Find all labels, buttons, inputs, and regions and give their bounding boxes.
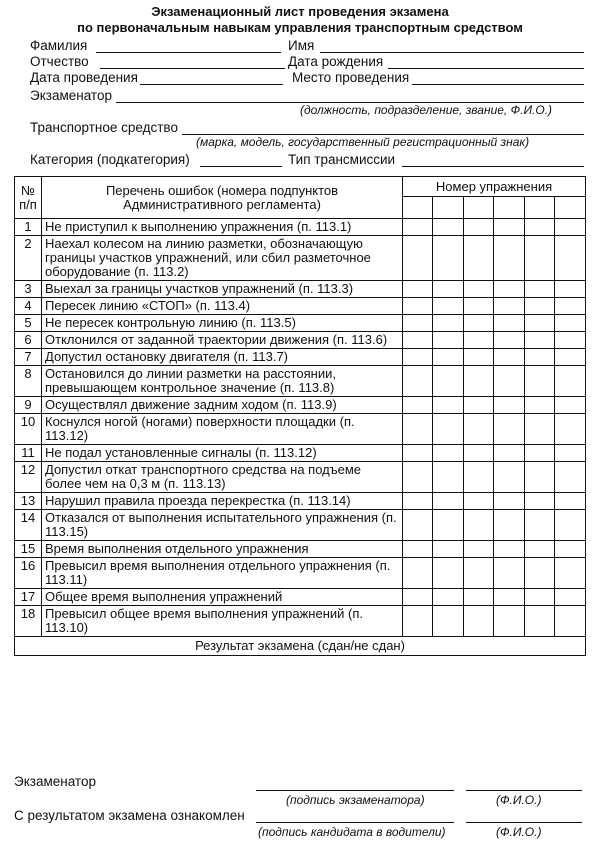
candidate-fio-hint: (Ф.И.О.) (496, 825, 542, 839)
transmission-label: Тип трансмиссии (288, 152, 396, 167)
error-description: Выехал за границы участков упражнений (п. 113.3) (42, 281, 403, 298)
error-description: Превысил время выполнения отдельного упражнения (п. 113.11) (42, 558, 403, 589)
exercise-mark-cell[interactable] (525, 315, 555, 332)
table-row (15, 219, 586, 236)
exercise-mark-cell[interactable] (555, 397, 586, 414)
exercise-mark-cell[interactable] (555, 315, 586, 332)
error-description: Допустил остановку двигателя (п. 113.7) (42, 349, 403, 366)
exercise-mark-cell[interactable] (403, 281, 433, 298)
error-description: Остановился до линии разметки на расстоянии, превышающем контрольное значение (п. 113.8) (42, 366, 403, 397)
examiner-signature-field[interactable] (256, 790, 454, 791)
exam-place-label: Место проведения (292, 70, 410, 85)
exercise-mark-cell[interactable] (525, 298, 555, 315)
table-row (15, 298, 586, 315)
exercise-mark-cell[interactable] (555, 462, 586, 493)
exercise-mark-cell[interactable] (525, 349, 555, 366)
exercise-mark-cell[interactable] (464, 349, 494, 366)
exercise-mark-cell[interactable] (464, 445, 494, 462)
exam-result-cell[interactable]: Результат экзамена (сдан/не сдан) (15, 637, 586, 656)
category-field[interactable] (200, 166, 282, 167)
exercise-mark-cell[interactable] (525, 510, 555, 541)
exercise-mark-cell[interactable] (494, 298, 525, 315)
row-number: 1 (15, 219, 42, 236)
examiner-signature-label: Экзаменатор (14, 774, 96, 789)
birth-date-field[interactable] (388, 68, 584, 69)
exercise-mark-cell[interactable] (403, 606, 433, 637)
exercise-mark-cell[interactable] (464, 397, 494, 414)
exercise-mark-cell[interactable] (494, 462, 525, 493)
exam-date-label: Дата проведения (30, 70, 138, 85)
exercise-mark-cell[interactable] (525, 414, 555, 445)
candidate-ack-label: С результатом экзамена ознакомлен (14, 808, 245, 823)
error-description: Общее время выполнения упражнений (42, 589, 403, 606)
exercise-mark-cell[interactable] (464, 332, 494, 349)
row-number: 15 (15, 541, 42, 558)
exercise-mark-cell[interactable] (403, 298, 433, 315)
exercise-mark-cell[interactable] (433, 236, 464, 281)
table-row (15, 510, 586, 541)
exercise-mark-cell[interactable] (525, 493, 555, 510)
exercise-number-cell[interactable] (433, 197, 464, 219)
exercise-mark-cell[interactable] (433, 510, 464, 541)
exercise-mark-cell[interactable] (464, 366, 494, 397)
exercise-mark-cell[interactable] (433, 445, 464, 462)
error-description: Отказался от выполнения испытательного упражнения (п. 113.15) (42, 510, 403, 541)
exercise-mark-cell[interactable] (433, 332, 464, 349)
exercise-mark-cell[interactable] (464, 414, 494, 445)
table-row (15, 349, 586, 366)
surname-field[interactable] (96, 52, 281, 53)
examiner-fio-hint: (Ф.И.О.) (496, 793, 542, 807)
table-header-row (15, 177, 586, 197)
exercise-number-cell[interactable] (555, 197, 586, 219)
exercise-mark-cell[interactable] (525, 445, 555, 462)
row-number: 7 (15, 349, 42, 366)
row-number: 5 (15, 315, 42, 332)
exercise-mark-cell[interactable] (555, 219, 586, 236)
row-number: 16 (15, 558, 42, 589)
patronymic-field[interactable] (100, 68, 285, 69)
patronymic-label: Отчество (30, 54, 89, 69)
exercise-mark-cell[interactable] (464, 510, 494, 541)
table-row (15, 315, 586, 332)
exercise-mark-cell[interactable] (433, 558, 464, 589)
exercise-mark-cell[interactable] (525, 541, 555, 558)
exercise-mark-cell[interactable] (555, 445, 586, 462)
category-label: Категория (подкатегория) (30, 152, 190, 167)
row-number: 9 (15, 397, 42, 414)
error-description: Нарушил правила проезда перекрестка (п. 113.14) (42, 493, 403, 510)
name-field[interactable] (320, 52, 584, 53)
errors-header: Перечень ошибок (номера подпунктов Административного регламента) (42, 177, 403, 219)
exercise-mark-cell[interactable] (403, 236, 433, 281)
exercise-mark-cell[interactable] (525, 281, 555, 298)
exercise-mark-cell[interactable] (433, 366, 464, 397)
exercise-mark-cell[interactable] (525, 236, 555, 281)
row-number: 8 (15, 366, 42, 397)
form-title-line2: по первоначальным навыкам управления транспортным средством (77, 20, 523, 35)
num-header: № п/п (15, 177, 42, 219)
row-number: 10 (15, 414, 42, 445)
exercise-mark-cell[interactable] (433, 315, 464, 332)
exercise-mark-cell[interactable] (555, 349, 586, 366)
table-row (15, 236, 586, 281)
exercise-mark-cell[interactable] (433, 281, 464, 298)
errors-table (14, 176, 586, 656)
examiner-label: Экзаменатор (30, 88, 112, 103)
error-description: Допустил откат транспортного средства на подъеме более чем на 0,3 м (п. 113.13) (42, 462, 403, 493)
exercise-mark-cell[interactable] (403, 462, 433, 493)
exercise-mark-cell[interactable] (494, 315, 525, 332)
exercise-mark-cell[interactable] (555, 589, 586, 606)
error-description: Не подал установленные сигналы (п. 113.12) (42, 445, 403, 462)
exercise-mark-cell[interactable] (555, 236, 586, 281)
exercise-mark-cell[interactable] (403, 541, 433, 558)
exercise-mark-cell[interactable] (494, 589, 525, 606)
row-number: 14 (15, 510, 42, 541)
error-description: Время выполнения отдельного упражнения (42, 541, 403, 558)
table-row (15, 589, 586, 606)
exercise-mark-cell[interactable] (494, 493, 525, 510)
exercise-mark-cell[interactable] (433, 541, 464, 558)
exercise-mark-cell[interactable] (555, 493, 586, 510)
exercise-mark-cell[interactable] (525, 219, 555, 236)
exercise-mark-cell[interactable] (494, 366, 525, 397)
exercise-mark-cell[interactable] (464, 281, 494, 298)
exercise-mark-cell[interactable] (494, 510, 525, 541)
transmission-field[interactable] (402, 166, 584, 167)
exercise-mark-cell[interactable] (403, 558, 433, 589)
exercise-mark-cell[interactable] (464, 219, 494, 236)
row-number: 11 (15, 445, 42, 462)
row-number: 6 (15, 332, 42, 349)
exercise-mark-cell[interactable] (555, 366, 586, 397)
exercise-mark-cell[interactable] (494, 219, 525, 236)
exercise-mark-cell[interactable] (494, 445, 525, 462)
error-description: Превысил общее время выполнения упражнений (п. 113.10) (42, 606, 403, 637)
exercise-mark-cell[interactable] (433, 219, 464, 236)
exercise-mark-cell[interactable] (464, 558, 494, 589)
exercise-mark-cell[interactable] (403, 414, 433, 445)
exercise-mark-cell[interactable] (555, 541, 586, 558)
exam-place-field[interactable] (412, 84, 584, 85)
exercise-mark-cell[interactable] (494, 281, 525, 298)
exercise-number-cell[interactable] (464, 197, 494, 219)
examiner-signature-hint: (подпись экзаменатора) (286, 793, 425, 807)
vehicle-hint: (марка, модель, государственный регистрационный знак) (196, 135, 530, 149)
exercise-number-cell[interactable] (403, 197, 433, 219)
exercise-mark-cell[interactable] (494, 236, 525, 281)
exercise-mark-cell[interactable] (464, 493, 494, 510)
table-row (15, 462, 586, 493)
exercise-mark-cell[interactable] (403, 366, 433, 397)
examiner-hint: (должность, подразделение, звание, Ф.И.О.) (300, 103, 553, 117)
error-description: Пересек линию «СТОП» (п. 113.4) (42, 298, 403, 315)
exercise-mark-cell[interactable] (403, 445, 433, 462)
name-label: Имя (288, 38, 315, 53)
exercise-mark-cell[interactable] (403, 219, 433, 236)
result-row (15, 637, 586, 656)
exercise-mark-cell[interactable] (525, 332, 555, 349)
exercise-mark-cell[interactable] (433, 414, 464, 445)
exercise-mark-cell[interactable] (525, 462, 555, 493)
error-description: Не приступил к выполнению упражнения (п. 113.1) (42, 219, 403, 236)
table-row (15, 493, 586, 510)
table-row (15, 558, 586, 589)
row-number: 2 (15, 236, 42, 281)
exercise-mark-cell[interactable] (555, 606, 586, 637)
exercise-mark-cell[interactable] (494, 414, 525, 445)
exercise-mark-cell[interactable] (464, 606, 494, 637)
table-row (15, 397, 586, 414)
exercise-mark-cell[interactable] (555, 510, 586, 541)
exercise-mark-cell[interactable] (464, 298, 494, 315)
row-number: 4 (15, 298, 42, 315)
error-description: Наехал колесом на линию разметки, обозначающую границы участков упражнений, или сбил разметочное оборудование (п. 113.2) (42, 236, 403, 281)
exercise-mark-cell[interactable] (494, 606, 525, 637)
exercise-number-cell[interactable] (494, 197, 525, 219)
table-row (15, 445, 586, 462)
form-title-line1: Экзаменационный лист проведения экзамена (151, 4, 449, 19)
exercise-mark-cell[interactable] (403, 589, 433, 606)
row-number: 3 (15, 281, 42, 298)
error-description: Отклонился от заданной траектории движения (п. 113.6) (42, 332, 403, 349)
exercise-mark-cell[interactable] (464, 589, 494, 606)
candidate-signature-hint: (подпись кандидата в водители) (258, 825, 446, 839)
exercise-mark-cell[interactable] (494, 558, 525, 589)
exercise-mark-cell[interactable] (433, 589, 464, 606)
exercise-mark-cell[interactable] (525, 606, 555, 637)
exercise-mark-cell[interactable] (525, 397, 555, 414)
exercise-mark-cell[interactable] (555, 558, 586, 589)
exercise-mark-cell[interactable] (403, 332, 433, 349)
exercise-mark-cell[interactable] (494, 541, 525, 558)
row-number: 12 (15, 462, 42, 493)
exercise-mark-cell[interactable] (494, 332, 525, 349)
exercise-mark-cell[interactable] (403, 349, 433, 366)
table-row (15, 606, 586, 637)
examiner-fio-field[interactable] (466, 790, 582, 791)
exercise-mark-cell[interactable] (525, 558, 555, 589)
vehicle-label: Транспортное средство (30, 120, 178, 135)
exercise-mark-cell[interactable] (555, 281, 586, 298)
exercise-mark-cell[interactable] (555, 414, 586, 445)
exercise-header: Номер упражнения (403, 177, 586, 197)
birth-date-label: Дата рождения (288, 54, 384, 69)
table-row (15, 414, 586, 445)
exercise-mark-cell[interactable] (433, 606, 464, 637)
error-description: Не пересек контрольную линию (п. 113.5) (42, 315, 403, 332)
exercise-mark-cell[interactable] (403, 315, 433, 332)
exercise-mark-cell[interactable] (433, 349, 464, 366)
exercise-mark-cell[interactable] (433, 462, 464, 493)
error-description: Коснулся ногой (ногами) поверхности площадки (п. 113.12) (42, 414, 403, 445)
exercise-mark-cell[interactable] (464, 315, 494, 332)
exercise-mark-cell[interactable] (494, 349, 525, 366)
exercise-mark-cell[interactable] (494, 397, 525, 414)
candidate-signature-field[interactable] (256, 822, 454, 823)
exercise-mark-cell[interactable] (555, 332, 586, 349)
surname-label: Фамилия (30, 38, 88, 53)
exercise-number-cell[interactable] (525, 197, 555, 219)
error-description: Осуществлял движение задним ходом (п. 113.9) (42, 397, 403, 414)
exercise-mark-cell[interactable] (555, 298, 586, 315)
exercise-mark-cell[interactable] (433, 397, 464, 414)
table-row (15, 366, 586, 397)
table-row (15, 281, 586, 298)
exercise-mark-cell[interactable] (403, 493, 433, 510)
exercise-mark-cell[interactable] (403, 510, 433, 541)
candidate-fio-field[interactable] (466, 822, 582, 823)
table-row (15, 332, 586, 349)
exercise-mark-cell[interactable] (525, 589, 555, 606)
exercise-mark-cell[interactable] (525, 366, 555, 397)
exercise-mark-cell[interactable] (464, 236, 494, 281)
exercise-mark-cell[interactable] (433, 493, 464, 510)
row-number: 17 (15, 589, 42, 606)
exercise-mark-cell[interactable] (464, 541, 494, 558)
row-number: 18 (15, 606, 42, 637)
row-number: 13 (15, 493, 42, 510)
exercise-mark-cell[interactable] (403, 397, 433, 414)
exam-date-field[interactable] (140, 84, 283, 85)
table-row (15, 541, 586, 558)
exercise-mark-cell[interactable] (433, 298, 464, 315)
exercise-mark-cell[interactable] (464, 462, 494, 493)
